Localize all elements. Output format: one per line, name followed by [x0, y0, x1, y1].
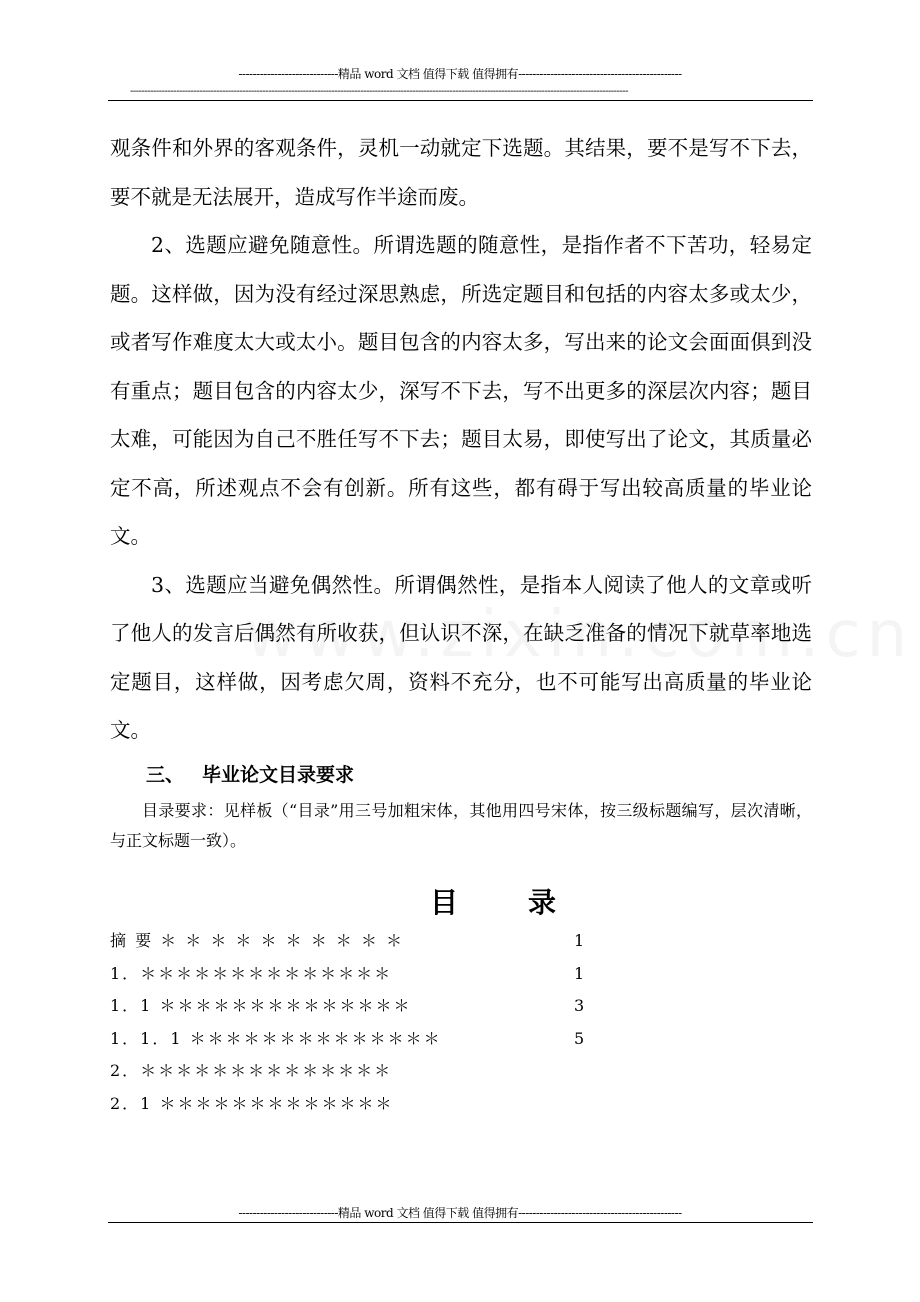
toc-page-number: 1	[574, 931, 585, 950]
paragraph-3: 3、选题应当避免偶然性。所谓偶然性，是指本人阅读了他人的文章或听了他人的发言后偶然有所收获，但认识不深，在缺乏准备的情况下就草率地选定题目，这样做，因考虑欠周，资料不充分，也不可能写出高质量的毕业论文。	[110, 572, 812, 742]
toc-requirement	[110, 796, 812, 856]
header-rule	[108, 100, 813, 101]
toc-page-number: 1	[574, 963, 585, 983]
section-title: 毕业论文目录要求	[202, 764, 355, 786]
toc-title-left: 目	[430, 886, 459, 919]
toc-page-number: 5	[574, 1028, 585, 1048]
paragraph-2: 2、选题应避免随意性。所谓选题的随意性，是指作者不下苦功，轻易定题。这样做，因为没有经过深思熟虑，所选定题目和包括的内容太多或太少，或者写作难度太大或太小。题目包含的内容太多，写出来的论文会面面俱到没有重点；题目包含的内容太少，深写不下去，写不出更多的深层次内容；题目太难，可能因为自己不胜任写不下去；题目太易，即使写出了论文，其质量必定不高，所述观点不会有创新。所有这些，都有碍于写出较高质量的毕业论文。	[110, 233, 812, 548]
toc-title	[430, 883, 556, 923]
toc-list	[110, 925, 610, 1120]
toc-entry-label: 1．1．1 ＊＊＊＊＊＊＊＊＊＊＊＊＊＊	[110, 1028, 442, 1048]
toc-row	[110, 1055, 610, 1088]
toc-entry-label: 1．＊＊＊＊＊＊＊＊＊＊＊＊＊＊	[110, 963, 393, 983]
toc-row	[110, 1023, 610, 1056]
toc-entry-label: 2．1 ＊＊＊＊＊＊＊＊＊＊＊＊＊	[110, 1093, 394, 1113]
body-text	[110, 124, 812, 755]
footer-banner: ----------------------------精品 word 文档 值得下载 值得拥有----------------------------------------------	[238, 1206, 682, 1220]
toc-entry-label: 1．1 ＊＊＊＊＊＊＊＊＊＊＊＊＊＊	[110, 996, 412, 1015]
toc-entry-label: 摘 要 ＊ ＊ ＊ ＊ ＊ ＊ ＊ ＊ ＊ ＊	[110, 931, 404, 950]
toc-row	[110, 1088, 610, 1121]
toc-row	[110, 925, 610, 958]
toc-entry-label: 2．＊＊＊＊＊＊＊＊＊＊＊＊＊＊	[110, 1061, 393, 1080]
paragraph-1: 观条件和外界的客观条件，灵机一动就定下选题。其结果，要不是写不下去，要不就是无法展开，造成写作半途而废。	[110, 136, 812, 209]
toc-row	[110, 990, 610, 1023]
section-number: 三、	[146, 764, 185, 786]
requirement-text: 目录要求：见样板（“目录”用三号加粗宋体，其他用四号宋体，按三级标题编写，层次清晰，与正文标题一致）。	[110, 801, 812, 850]
toc-title-right: 录	[528, 886, 557, 919]
toc-page-number: 3	[574, 996, 585, 1015]
toc-row	[110, 958, 610, 991]
footer-rule	[108, 1222, 813, 1223]
section-heading	[146, 761, 354, 789]
header-banner: ----------------------------精品 word 文档 值得下载 值得拥有----------------------------------------------	[238, 67, 682, 81]
header-dash-line: -----------------------------------------------------------------------------------------------------------------------------------------------------------------------------	[130, 86, 629, 97]
